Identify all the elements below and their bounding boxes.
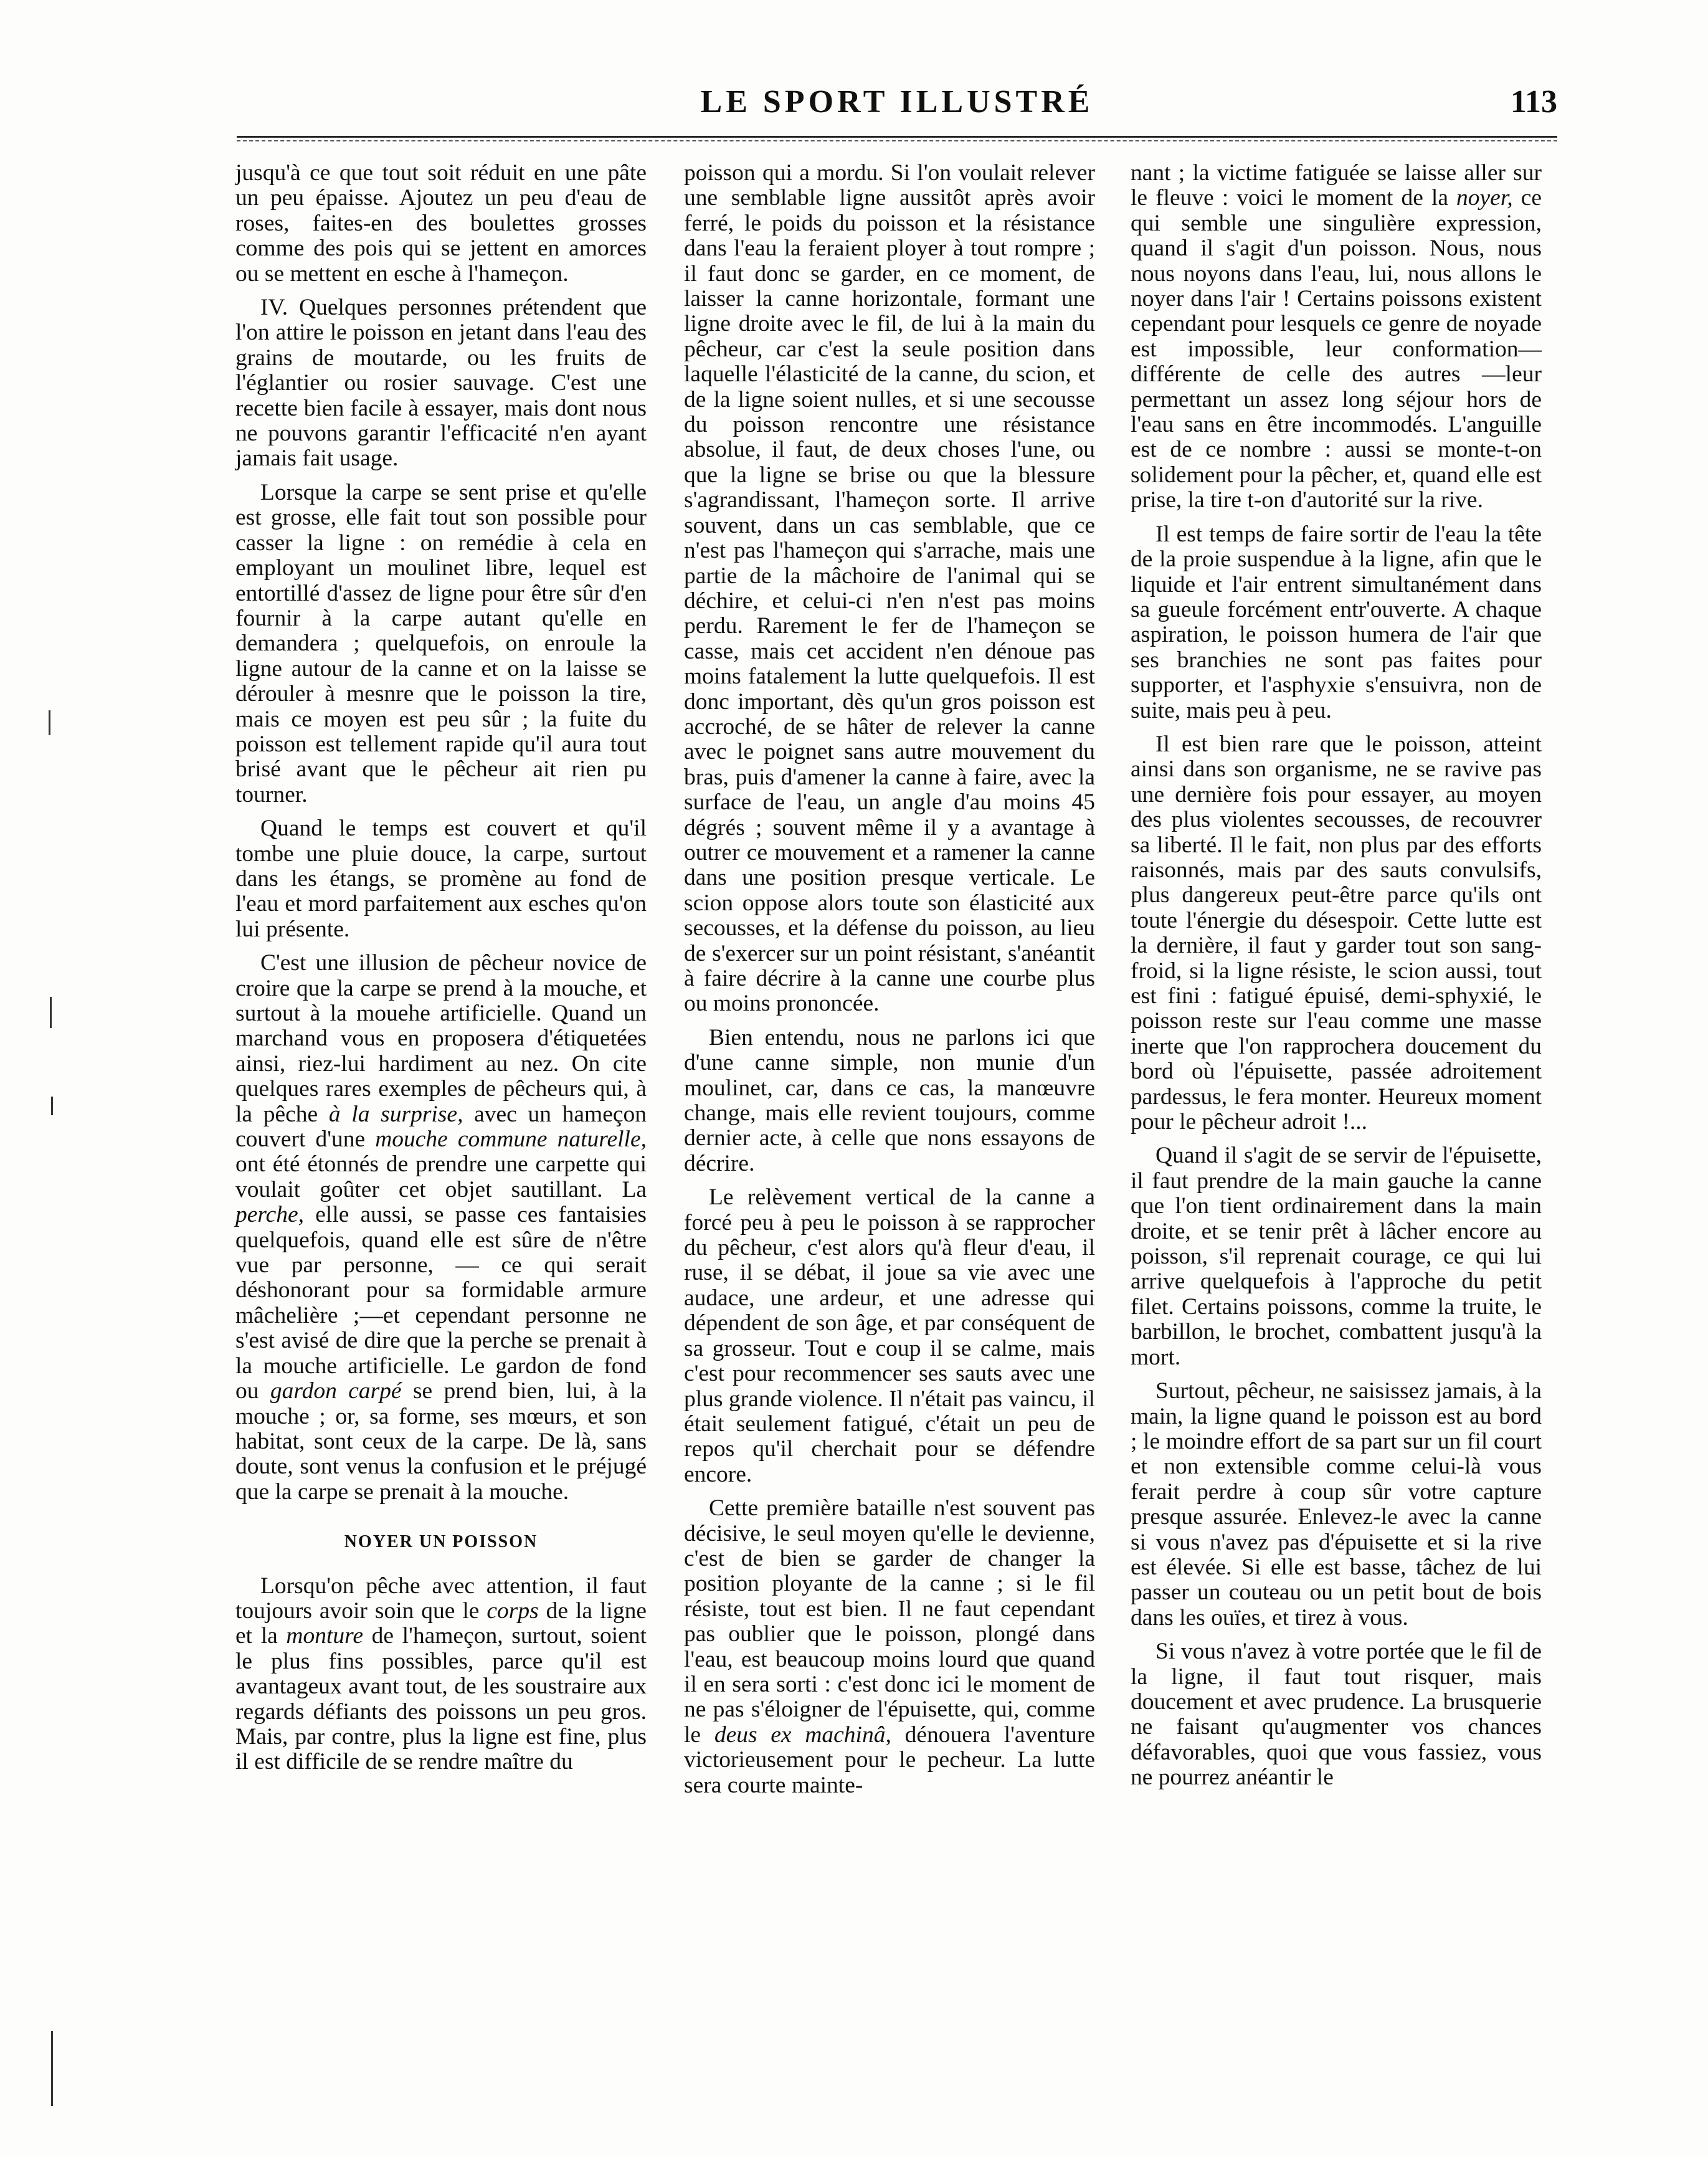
page-number: 113	[1510, 84, 1557, 120]
italic-text: perche,	[235, 1202, 305, 1228]
text-run: nant ; la victime fatiguée se laisse aller sur le fleuve : voici le moment de la	[1131, 160, 1542, 211]
text-run: Bien entendu, nous ne parlons ici que d'une canne simple, non munie d'un moulinet, car, dans ce cas, la manœuvre change, mais elle revient toujours, comme dernier acte, à celle que nons essayons de décrire.	[684, 1024, 1095, 1176]
text-run: Quand il s'agit de se servir de l'épuisette, il faut prendre de la main gauche la canne que l'on tient ordinairement dans la main droite, et se tenir prêt à lâcher encore au poisson, s'il reprenait courage, ce qui lui arrive quelquefois à l'approche du petit filet. Certains poissons, comme la truite, le barbillon, le brochet, combattent jusqu'à la mort.	[1131, 1143, 1542, 1370]
paragraph	[684, 1026, 1095, 1176]
text-run: IV. Quelques personnes prétendent que l'on attire le poisson en jetant dans l'eau des grains de moutarde, ou les fruits de l'églantier ou rosier sauvage. C'est une recette bien facile à essayer, mais dont nous ne pouvons garantir l'efficacité n'en ayant jamais fait usage.	[235, 295, 647, 472]
text-run: jusqu'à ce que tout soit réduit en une pâte un peu épaisse. Ajoutez un peu d'eau de roses, faites-en des boulettes grosses comme des pois qui se jettent en amorces ou se mettent en esche à l'hameçon.	[235, 160, 647, 287]
text-run: Si vous n'avez à votre portée que le fil de la ligne, il faut tout risquer, mais doucement et avec prudence. La brusquerie ne faisant qu'augmenter vos chances défavorables, quoi que vous fassiez, vous ne pourrez anéantir le	[1131, 1639, 1542, 1791]
paragraph	[684, 1185, 1095, 1487]
italic-text: mouche commune naturelle,	[375, 1126, 647, 1153]
text-run: Il est bien rare que le poisson, atteint ainsi dans son organisme, ne se ravive pas une dernière fois pour essayer, au moyen des plus violentes secousses, de recouvrer sa liberté. Il le fait, non plus par des efforts raisonnés, mais par des sauts convulsifs, plus dangereux peut-être parce qu'ils ont toute l'énergie du désespoir. Cette lutte est la dernière, il faut y garder tout son sang-froid, si la ligne résiste, le scion aussi, tout est fini : fatigué épuisé, demi-sphyxié, le poisson reste sur l'eau comme une masse inerte que l'on rapprochera doucement du bord où l'épuisette, passée adroitement pardessus, le fera monter. Heureux moment pour le pêcheur adroit !...	[1131, 731, 1542, 1135]
paragraph	[1131, 161, 1542, 513]
text-run: ce qui semble une singulière expression, quand il s'agit d'un poisson. Nous, nous nous noyons dans l'eau, lui, nous allons le noyer dans l'air ! Certains poissons existent cependant pour lesquels ce genre de noyade est impossible, leur conformation—différente de celle des autres —leur permettant un assez long séjour hors de l'eau sans en être incommodés. L'anguille est de ce nombre : aussi se monte-t-on solidement pour la pêcher, et, quand elle est prise, la tire t-on d'autorité sur la rive.	[1131, 185, 1542, 513]
italic-text: deus ex machinâ,	[714, 1721, 891, 1748]
text-run: Lorsque la carpe se sent prise et qu'elle est grosse, elle fait tout son possible pour casser la ligne : on remédie à cela en employant un moulinet libre, lequel est entortillé d'assez de ligne pour être sûr d'en fournir à la carpe autant qu'elle en demandera ; quelquefois, on enroule la ligne autour de la canne et on la laisse se dérouler à mesnre que le poisson la tire, mais ce moyen est peu sûr ; la fuite du poisson est tellement rapide qu'il aura tout brisé avant que le pêcheur ait rien pu tourner.	[235, 479, 647, 807]
text-run: Lorsqu'on pêche avec attention, il faut toujours avoir soin que le	[235, 1573, 647, 1624]
paragraph	[1131, 1379, 1542, 1631]
page-header	[237, 74, 1557, 136]
header-rule	[237, 136, 1557, 143]
text-run: Le relèvement vertical de la canne a forcé peu à peu le poisson à se rapprocher du pêcheur, c'est alors qu'à fleur d'eau, il ruse, il se débat, il joue sa vie avec une audace, une ardeur, et une adresse qui dépendent de son âge, et par conséquent de sa grosseur. Tout e coup il se calme, mais c'est pour recommencer ses sauts avec une plus grande violence. Il n'était pas vaincu, il était seulement fatigué, c'était un peu de repos qu'il cherchait pour se défendre encore.	[684, 1184, 1095, 1487]
text-run: de la ligne et la	[235, 1598, 647, 1649]
paragraph	[1131, 1143, 1542, 1370]
journal-title: LE SPORT ILLUSTRÉ	[700, 84, 1094, 120]
italic-text: noyer,	[1456, 185, 1513, 211]
paragraph	[235, 161, 647, 287]
text-run: elle aussi, se passe ces fantaisies quelquefois, quand elle est sûre de n'être vue par personne, — ce qui serait déshonorant pour sa formidable armure mâchelière ;—et cependant personne ne s'est avisé de dire que la perche se prenait à la mouche artificielle. Le gardon de fond ou	[235, 1202, 647, 1404]
paragraph	[235, 295, 647, 472]
text-column-1	[235, 161, 647, 1775]
italic-text: corps	[486, 1598, 539, 1624]
paragraph	[684, 161, 1095, 1017]
margin-mark	[51, 1097, 53, 1115]
text-column-3	[1131, 161, 1542, 1791]
paragraph	[1131, 732, 1542, 1135]
text-run: dénouera l'aventure victorieusement pour le pecheur. La lutte sera courte mainte-	[684, 1721, 1096, 1798]
paragraph	[684, 1496, 1095, 1798]
paragraph	[235, 816, 647, 942]
text-run: C'est une illusion de pêcheur novice de croire que la carpe se prend à la mouche, et surtout à la mouehe artificielle. Quand un marchand vous en proposera d'étiquetées ainsi, riez-lui hardiment au nez. On cite quelques rares exemples de pêcheurs qui, à la pêche	[235, 950, 647, 1127]
margin-mark	[50, 997, 52, 1028]
section-heading	[235, 1530, 647, 1555]
text-run: se prend bien, lui, à la mouche ; or, sa forme, ses mœurs, et son habitat, sont ceux de la carpe. De là, sans doute, sont venus la confusion et le préjugé que la carpe se prenait à la mouche.	[235, 1378, 647, 1505]
italic-text: à la surprise,	[328, 1101, 463, 1127]
paragraph	[235, 480, 647, 807]
italic-text: gardon carpé	[270, 1378, 402, 1404]
paragraph	[1131, 1639, 1542, 1790]
text-run: ont été étonnés de prendre une carpette qui voulait goûter cet objet sautillant. La	[235, 1151, 647, 1202]
text-run: Cette première bataille n'est souvent pas décisive, le seul moyen qu'elle le devienne, c'est de bien se garder de changer la position ployante de la canne ; si le fil résiste, tout est bien. Il ne faut cependant pas oublier que le poisson, plongé dans l'eau, est beaucoup moins lourd que quand il en sera sorti : c'est donc ici le moment de ne pas s'éloigner de l'épuisette, qui, comme le	[684, 1495, 1095, 1748]
text-run: Surtout, pêcheur, ne saisissez jamais, à la main, la ligne quand le poisson est au bord ; le moindre effort de sa part sur un fil court et non extensible comme celui-là vous ferait perdre à coup sûr votre capture presque assurée. Enlevez-le avec la canne si vous n'avez pas d'épuisette et si la rive est élevée. Si elle est basse, tâchez de lui passer un couteau ou un petit bout de bois dans les ouïes, et tirez à vous.	[1131, 1378, 1542, 1631]
text-run: de l'hameçon, surtout, soient le plus fins possibles, parce qu'il est avantageux avant tout, de les soustraire aux regards défiants des poissons un peu gros. Mais, par contre, plus la ligne est fine, plus il est difficile de se rendre maître du	[235, 1623, 647, 1775]
paragraph	[235, 1574, 647, 1775]
margin-mark	[49, 710, 50, 735]
text-run: poisson qui a mordu. Si l'on voulait relever une semblable ligne aussitôt après avoir ferré, le poids du poisson et la résistance dans l'eau la feraient ployer à tout rompre ; il faut donc se garder, en ce moment, de laisser la canne horizontale, formant une ligne droite avec le fil, de lui à la main du pêcheur, car c'est la seule position dans laquelle l'élasticité de la canne, du scion, et de la ligne soient nulles, et si une secousse du poisson rencontre une résistance absolue, il faut, de deux choses l'une, ou que la ligne se brise ou que la blessure s'agrandissant, l'hameçon sorte. Il arrive souvent, dans un cas semblable, que ce n'est pas l'hameçon qui s'arrache, mais une partie de la mâchoire de l'animal qui se déchire, et celui-ci n'en n'est pas moins perdu. Rarement le fer de l'hameçon se casse, mais cet accident n'en dénoue pas moins fatalement la lutte quelquefois. Il est donc important, dès qu'un gros poisson est accroché, de se hâter de relever la canne avec le poignet sans autre mouvement du bras, puis d'amener la canne à faire, avec la surface de l'eau, un angle d'au moins 45 dégrés ; souvent même il y a avantage à outrer ce mouvement et a ramener la canne dans une position presque verticale. Le scion oppose alors toute son élasticité aux secousses, et la défense du poisson, au lieu de s'exercer sur un point résistant, s'anéantit à faire décrire à la canne une courbe plus ou moins prononcée.	[684, 160, 1095, 1017]
text-run: NOYER UN POISSON	[344, 1532, 538, 1552]
text-run: avec un hameçon couvert d'une	[235, 1101, 647, 1153]
text-run: Il est temps de faire sortir de l'eau la tête de la proie suspendue à la ligne, afin que le liquide et l'air entrent simultanément dans sa gueule forcément entr'ouverte. A chaque aspiration, le poisson humera de l'air que ses branchies ne sont pas faites pour supporter, et l'asphyxie s'ensuivra, non de suite, mais peu à peu.	[1131, 521, 1542, 723]
italic-text: monture	[286, 1623, 364, 1649]
text-run: Quand le temps est couvert et qu'il tombe une pluie douce, la carpe, surtout dans les étangs, se promène au fond de l'eau et mord parfaitement aux esches qu'on lui présente.	[235, 816, 647, 942]
paragraph	[235, 951, 647, 1505]
paragraph	[1131, 522, 1542, 723]
text-column-2	[684, 161, 1095, 1798]
margin-mark	[51, 2031, 53, 2106]
